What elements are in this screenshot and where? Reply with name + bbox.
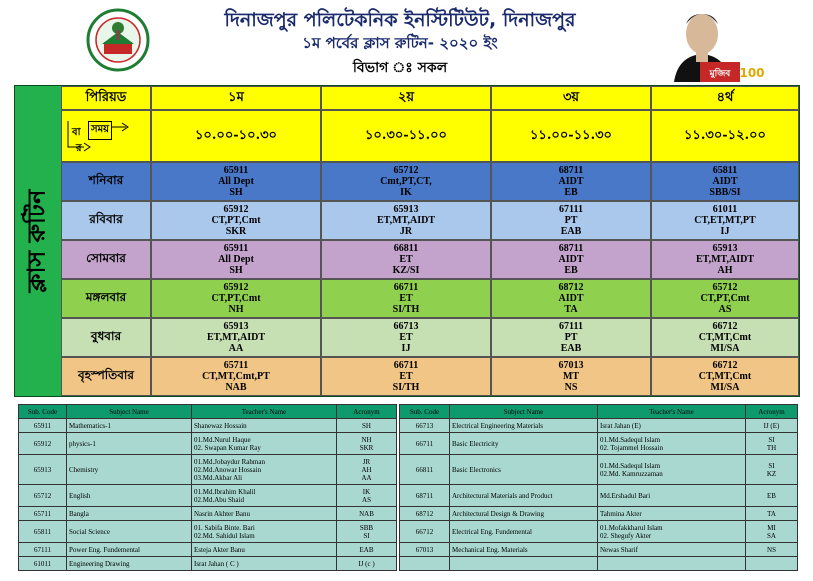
day-label: বুধবার bbox=[61, 318, 151, 357]
class-slot bbox=[491, 240, 651, 279]
slot-subject: AIDT bbox=[558, 254, 584, 265]
acronyms bbox=[746, 433, 798, 455]
slot-teacher: IK bbox=[400, 187, 412, 198]
acronym: MI bbox=[767, 523, 776, 532]
teacher-names bbox=[192, 557, 337, 571]
slot-code: 65712 bbox=[393, 165, 419, 176]
teacher-name: 01.Md.Ibrahim Khalil bbox=[194, 487, 256, 496]
col-header-teacher: Teacher's Name bbox=[192, 405, 337, 419]
class-slot bbox=[321, 162, 491, 201]
slot-teacher: JR bbox=[399, 226, 413, 237]
subject-row bbox=[400, 507, 798, 521]
teacher-names bbox=[598, 485, 746, 507]
acronym: AH bbox=[361, 465, 372, 474]
acronym: SA bbox=[767, 531, 776, 540]
teacher-names bbox=[192, 455, 337, 485]
time-slot-3: ১১.০০-১১.৩০ bbox=[491, 110, 651, 162]
slot-teacher: AS bbox=[718, 304, 732, 315]
institute-logo bbox=[86, 6, 150, 78]
acronym: IJ (c ) bbox=[358, 559, 375, 568]
subject-name: Architectural Materials and Product bbox=[450, 485, 598, 507]
teacher-name: 02. Tojammel Hossain bbox=[600, 443, 663, 452]
slot-subject: All Dept bbox=[218, 176, 254, 187]
slot-teacher: NH bbox=[228, 304, 244, 315]
slot-code: 67013 bbox=[558, 360, 584, 371]
time-arrow-icon bbox=[66, 117, 148, 157]
corner-top-label: সময় bbox=[88, 121, 112, 140]
sub-code: 66811 bbox=[400, 455, 450, 485]
subject-name: physics-1 bbox=[67, 433, 192, 455]
slot-teacher: IJ bbox=[720, 226, 730, 237]
routine-subtitle: ১ম পর্বের ক্লাস রুটিন- ২০২০ ইং bbox=[302, 34, 498, 52]
slot-code: 65913 bbox=[223, 321, 249, 332]
slot-subject: CT,PT,Cmt bbox=[211, 215, 261, 226]
subject-name: Chemistry bbox=[67, 455, 192, 485]
teacher-names bbox=[598, 455, 746, 485]
class-slot bbox=[151, 201, 321, 240]
col-header-subject: Subject Name bbox=[450, 405, 598, 419]
teacher-name: 03.Md.Akbar Ali bbox=[194, 473, 243, 482]
slot-code: 67111 bbox=[559, 204, 583, 215]
col-header-subject: Subject Name bbox=[67, 405, 192, 419]
teacher-name: 01.Md.Sadequl Islam bbox=[600, 461, 661, 470]
acronyms bbox=[746, 543, 798, 557]
subject-table-left bbox=[18, 404, 397, 571]
teacher-names bbox=[598, 433, 746, 455]
acronyms bbox=[746, 419, 798, 433]
class-slot bbox=[651, 357, 799, 396]
sub-code: 65911 bbox=[19, 419, 67, 433]
class-routine-table bbox=[14, 85, 800, 397]
class-slot bbox=[321, 357, 491, 396]
slot-subject: Cmt,PT,CT, bbox=[380, 176, 432, 187]
class-slot bbox=[491, 357, 651, 396]
acronym: NH bbox=[361, 435, 372, 444]
slot-code: 66713 bbox=[393, 321, 419, 332]
period-2-header: ২য় bbox=[321, 86, 491, 110]
mujib-badge bbox=[700, 60, 764, 84]
subject-row bbox=[400, 521, 798, 543]
teacher-name: Israt Jahan ( C ) bbox=[194, 559, 239, 568]
corner-bottom-label: র bbox=[76, 143, 82, 154]
slot-teacher: SKR bbox=[225, 226, 247, 237]
class-slot bbox=[321, 201, 491, 240]
acronyms bbox=[746, 521, 798, 543]
class-slot bbox=[151, 240, 321, 279]
slot-subject: ET bbox=[399, 371, 413, 382]
sub-code: 68712 bbox=[400, 507, 450, 521]
institute-title: দিনাজপুর পলিটেকনিক ইনস্টিটিউট, দিনাজপুর bbox=[224, 9, 576, 31]
day-label: শনিবার bbox=[61, 162, 151, 201]
subject-row bbox=[19, 485, 397, 507]
period-3-header: ৩য় bbox=[491, 86, 651, 110]
teacher-name: 02.Md. Sahidul Islam bbox=[194, 531, 255, 540]
slot-code: 65711 bbox=[223, 360, 249, 371]
class-slot bbox=[321, 279, 491, 318]
subject-name: Architectural Design & Drawing bbox=[450, 507, 598, 521]
slot-teacher: EB bbox=[564, 187, 578, 198]
acronym: JR bbox=[362, 457, 371, 466]
subject-name: Power Eng. Fundemental bbox=[67, 543, 192, 557]
svg-text:100: 100 bbox=[739, 66, 764, 80]
teacher-names bbox=[598, 521, 746, 543]
acronyms bbox=[337, 543, 397, 557]
slot-subject: PT bbox=[564, 215, 578, 226]
class-slot bbox=[491, 318, 651, 357]
teacher-name: 01.Md.Nurul Haque bbox=[194, 435, 251, 444]
class-slot bbox=[651, 201, 799, 240]
subject-name bbox=[450, 557, 598, 571]
teacher-names bbox=[192, 507, 337, 521]
class-slot bbox=[491, 201, 651, 240]
slot-code: 66712 bbox=[712, 321, 738, 332]
acronym: SI bbox=[363, 531, 370, 540]
teacher-name: 02. Swapan Kumar Ray bbox=[194, 443, 261, 452]
slot-teacher: NAB bbox=[225, 382, 247, 393]
teacher-name: Shanewaz Hossain bbox=[194, 421, 247, 430]
subject-row bbox=[400, 557, 798, 571]
teacher-names bbox=[192, 433, 337, 455]
sub-code: 65912 bbox=[19, 433, 67, 455]
class-slot bbox=[151, 162, 321, 201]
slot-subject: ET,MT,AIDT bbox=[377, 215, 435, 226]
slot-subject: ET bbox=[399, 254, 413, 265]
teacher-names bbox=[192, 521, 337, 543]
subject-row bbox=[400, 419, 798, 433]
subject-row bbox=[400, 485, 798, 507]
teacher-names bbox=[192, 485, 337, 507]
subject-name: Basic Electronics bbox=[450, 455, 598, 485]
slot-code: 68711 bbox=[558, 243, 584, 254]
slot-teacher: SI/TH bbox=[392, 304, 420, 315]
slot-subject: ET,MT,AIDT bbox=[696, 254, 754, 265]
subject-name: Engineering Drawing bbox=[67, 557, 192, 571]
sub-code bbox=[400, 557, 450, 571]
sub-code: 66713 bbox=[400, 419, 450, 433]
slot-code: 65913 bbox=[712, 243, 738, 254]
acronyms bbox=[337, 485, 397, 507]
slot-code: 66711 bbox=[393, 282, 419, 293]
subject-row bbox=[19, 543, 397, 557]
time-slot-1: ১০.০০-১০.৩০ bbox=[151, 110, 321, 162]
teacher-name: Nasrin Akhter Banu bbox=[194, 509, 250, 518]
acronym: NAB bbox=[359, 509, 374, 518]
slot-subject: ET,MT,AIDT bbox=[207, 332, 265, 343]
subject-name: Mechanical Eng. Materials bbox=[450, 543, 598, 557]
class-slot bbox=[151, 357, 321, 396]
slot-teacher: NS bbox=[564, 382, 578, 393]
acronym: NS bbox=[767, 545, 776, 554]
teacher-names bbox=[598, 557, 746, 571]
slot-teacher: EB bbox=[564, 265, 578, 276]
class-slot bbox=[651, 162, 799, 201]
class-slot bbox=[491, 279, 651, 318]
slot-code: 65912 bbox=[223, 204, 249, 215]
subject-row bbox=[19, 507, 397, 521]
subject-name: Mathematics-1 bbox=[67, 419, 192, 433]
slot-subject: All Dept bbox=[218, 254, 254, 265]
subject-row bbox=[400, 455, 798, 485]
teacher-name: Israt Jahan (E) bbox=[600, 421, 641, 430]
slot-subject: AIDT bbox=[558, 176, 584, 187]
time-slot-2: ১০.৩০-১১.০০ bbox=[321, 110, 491, 162]
slot-teacher: EAB bbox=[560, 226, 582, 237]
department-label: বিভাগ ঃ সকল bbox=[352, 60, 448, 76]
teacher-names bbox=[598, 543, 746, 557]
teacher-name: Newas Sharif bbox=[600, 545, 638, 554]
col-header-acronym: Acronym bbox=[337, 405, 397, 419]
acronym: AA bbox=[361, 473, 372, 482]
slot-subject: CT,MT,Cmt bbox=[698, 371, 752, 382]
day-label: বৃহস্পতিবার bbox=[61, 357, 151, 396]
teacher-names bbox=[598, 507, 746, 521]
slot-teacher: AA bbox=[228, 343, 244, 354]
slot-code: 65811 bbox=[712, 165, 738, 176]
class-slot bbox=[491, 162, 651, 201]
class-slot bbox=[151, 279, 321, 318]
slot-teacher: SI/TH bbox=[392, 382, 420, 393]
slot-subject: ET bbox=[399, 293, 413, 304]
subject-row bbox=[400, 543, 798, 557]
teacher-name: Md.Ershadul Bari bbox=[600, 491, 651, 500]
class-slot bbox=[651, 318, 799, 357]
slot-subject: AIDT bbox=[558, 293, 584, 304]
acronym: EAB bbox=[359, 545, 374, 554]
slot-code: 66712 bbox=[712, 360, 738, 371]
teacher-name: 01. Sabifa Binte. Bari bbox=[194, 523, 255, 532]
teacher-name: Tahmina Akter bbox=[600, 509, 642, 518]
subject-table-right bbox=[399, 404, 798, 571]
slot-teacher: MI/SA bbox=[710, 343, 740, 354]
subject-name: Bangla bbox=[67, 507, 192, 521]
slot-code: 65911 bbox=[223, 243, 249, 254]
slot-teacher: MI/SA bbox=[710, 382, 740, 393]
acronyms bbox=[337, 419, 397, 433]
teacher-name: 01.Md.Jobaydur Rahman bbox=[194, 457, 265, 466]
subject-row bbox=[19, 455, 397, 485]
sub-code: 65811 bbox=[19, 521, 67, 543]
slot-code: 65911 bbox=[223, 165, 249, 176]
col-header-code: Sub. Code bbox=[19, 405, 67, 419]
class-slot bbox=[651, 279, 799, 318]
slot-subject: CT,MT,Cmt,PT bbox=[202, 371, 270, 382]
sub-code: 66711 bbox=[400, 433, 450, 455]
slot-subject: CT,ET,MT,PT bbox=[694, 215, 756, 226]
sub-code: 67111 bbox=[19, 543, 67, 557]
acronym: TA bbox=[767, 509, 776, 518]
day-label: মঙ্গলবার bbox=[61, 279, 151, 318]
acronym: IK bbox=[362, 487, 371, 496]
acronyms bbox=[746, 485, 798, 507]
slot-subject: MT bbox=[562, 371, 580, 382]
acronym: SI bbox=[768, 461, 775, 470]
corner-left-label: বা bbox=[72, 127, 81, 138]
slot-subject: ET bbox=[399, 332, 413, 343]
teacher-name: 02.Md.Anowar Hossain bbox=[194, 465, 262, 474]
col-header-code: Sub. Code bbox=[400, 405, 450, 419]
slot-teacher: SBB/SI bbox=[709, 187, 741, 198]
slot-subject: CT,PT,Cmt bbox=[700, 293, 750, 304]
teacher-name: 02. Shegufy Akter bbox=[600, 531, 652, 540]
subject-name: Basic Electricity bbox=[450, 433, 598, 455]
slot-code: 61011 bbox=[712, 204, 738, 215]
slot-subject: CT,PT,Cmt bbox=[211, 293, 261, 304]
subject-row bbox=[19, 433, 397, 455]
subject-name: Social Science bbox=[67, 521, 192, 543]
slot-code: 65913 bbox=[393, 204, 419, 215]
slot-teacher: SH bbox=[229, 187, 243, 198]
teacher-name: 01.Mofakkharul Islam bbox=[600, 523, 663, 532]
sub-code: 68711 bbox=[400, 485, 450, 507]
acronym: TH bbox=[766, 443, 777, 452]
class-slot bbox=[651, 240, 799, 279]
slot-teacher: SH bbox=[229, 265, 243, 276]
acronyms bbox=[746, 557, 798, 571]
subject-name: Electrical Eng. Fundemental bbox=[450, 521, 598, 543]
subject-row bbox=[19, 419, 397, 433]
subject-row bbox=[19, 521, 397, 543]
sub-code: 61011 bbox=[19, 557, 67, 571]
acronym: AS bbox=[362, 495, 371, 504]
subject-row bbox=[19, 557, 397, 571]
slot-teacher: AH bbox=[717, 265, 733, 276]
teacher-name: 02.Md.Abu Shaid bbox=[194, 495, 244, 504]
slot-subject: AIDT bbox=[712, 176, 738, 187]
day-label: রবিবার bbox=[61, 201, 151, 240]
acronyms bbox=[337, 433, 397, 455]
subject-row bbox=[400, 433, 798, 455]
time-slot-4: ১১.৩০-১২.০০ bbox=[651, 110, 799, 162]
acronyms bbox=[746, 507, 798, 521]
acronyms bbox=[337, 557, 397, 571]
subject-name: Electrical Engineering Materials bbox=[450, 419, 598, 433]
sub-code: 65711 bbox=[19, 507, 67, 521]
teacher-name: 01.Md.Sadequl Islam bbox=[600, 435, 661, 444]
acronym: SKR bbox=[359, 443, 374, 452]
subject-name: English bbox=[67, 485, 192, 507]
slot-subject: PT bbox=[564, 332, 578, 343]
sub-code: 65913 bbox=[19, 455, 67, 485]
col-header-teacher: Teacher's Name bbox=[598, 405, 746, 419]
slot-teacher: KZ/SI bbox=[392, 265, 420, 276]
slot-teacher: EAB bbox=[560, 343, 582, 354]
sub-code: 65712 bbox=[19, 485, 67, 507]
slot-teacher: IJ bbox=[401, 343, 411, 354]
slot-code: 68711 bbox=[558, 165, 584, 176]
slot-code: 68712 bbox=[558, 282, 584, 293]
day-time-corner bbox=[61, 110, 151, 162]
sub-code: 67013 bbox=[400, 543, 450, 557]
slot-code: 66811 bbox=[393, 243, 419, 254]
period-4-header: ৪র্থ bbox=[651, 86, 799, 110]
routine-vertical-label: ক্লাস রুটিন bbox=[22, 189, 51, 293]
teacher-names bbox=[192, 543, 337, 557]
day-label: সোমবার bbox=[61, 240, 151, 279]
teacher-names bbox=[598, 419, 746, 433]
sub-code: 66712 bbox=[400, 521, 450, 543]
acronym: IJ (E) bbox=[763, 421, 780, 430]
slot-teacher: TA bbox=[564, 304, 578, 315]
acronym: SI bbox=[768, 435, 775, 444]
acronym: SH bbox=[362, 421, 371, 430]
class-slot bbox=[151, 318, 321, 357]
acronyms bbox=[746, 455, 798, 485]
slot-code: 65712 bbox=[712, 282, 738, 293]
class-slot bbox=[321, 318, 491, 357]
acronym: SBB bbox=[359, 523, 374, 532]
acronyms bbox=[337, 455, 397, 485]
teacher-name: 02.Md. Kamruzzaman bbox=[600, 469, 663, 478]
slot-subject: CT,MT,Cmt bbox=[698, 332, 752, 343]
period-1-header: ১ম bbox=[151, 86, 321, 110]
acronyms bbox=[337, 507, 397, 521]
acronyms bbox=[337, 521, 397, 543]
svg-text:মুজিব: মুজিব bbox=[709, 69, 731, 79]
period-header-cell: পিরিয়ড bbox=[61, 86, 151, 110]
slot-code: 65912 bbox=[223, 282, 249, 293]
col-header-acronym: Acronym bbox=[746, 405, 798, 419]
acronym: EB bbox=[767, 491, 776, 500]
teacher-names bbox=[192, 419, 337, 433]
slot-code: 66711 bbox=[393, 360, 419, 371]
teacher-name: Esteja Akter Banu bbox=[194, 545, 245, 554]
class-slot bbox=[321, 240, 491, 279]
slot-code: 67111 bbox=[559, 321, 583, 332]
acronym: KZ bbox=[766, 469, 777, 478]
